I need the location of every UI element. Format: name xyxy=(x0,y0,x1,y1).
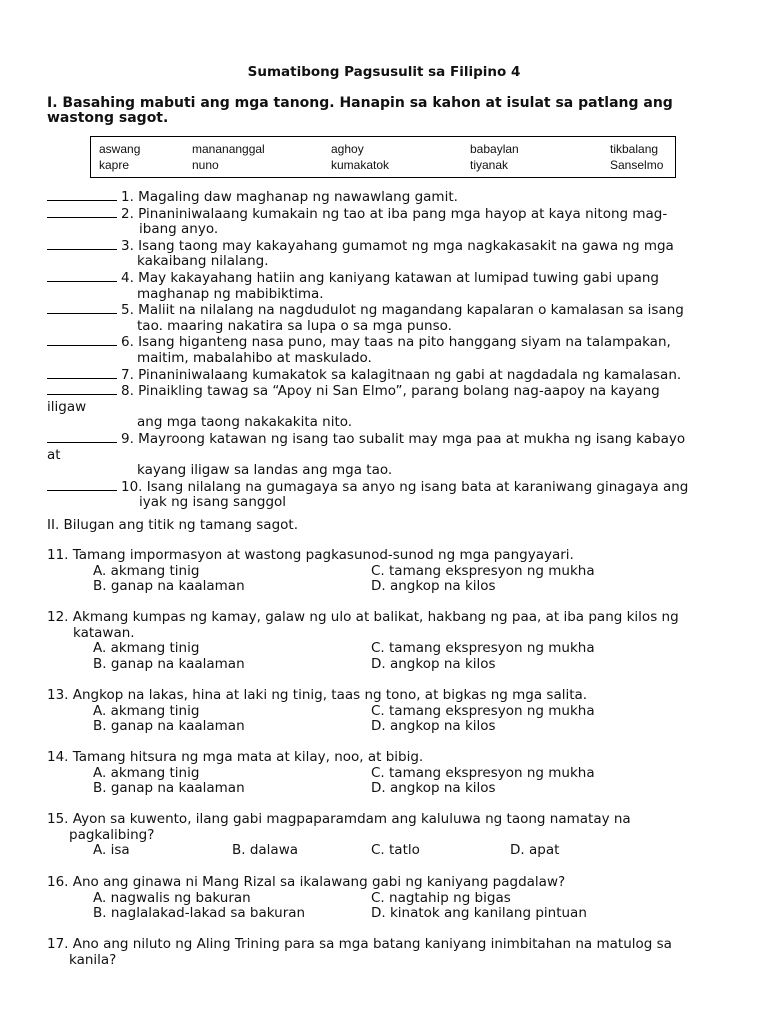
word-box-row xyxy=(91,142,675,157)
options-row xyxy=(47,579,737,595)
question-stem-continued: kanila? xyxy=(69,951,117,968)
item-text: 7. Pinaniniwalaang kumakatok sa kalagitnaan ng gabi at nagdadala ng kamalasan. xyxy=(121,366,682,383)
answer-blank[interactable] xyxy=(47,189,117,201)
options-row xyxy=(47,641,737,657)
option-c[interactable]: C. nagtahip ng bigas xyxy=(371,889,511,906)
answer-blank[interactable] xyxy=(47,270,117,282)
options-row xyxy=(47,657,737,673)
option-b[interactable]: B. ganap na kaalaman xyxy=(93,578,245,595)
question xyxy=(47,688,737,735)
options-row xyxy=(47,843,737,859)
option-c[interactable]: C. tamang ekspresyon ng mukha xyxy=(371,702,595,719)
options-row xyxy=(47,906,737,922)
answer-blank[interactable] xyxy=(47,334,117,346)
word-choice: manananggal xyxy=(192,142,265,156)
question xyxy=(47,610,737,672)
page-title: Sumatibong Pagsusulit sa Filipino 4 xyxy=(247,64,521,80)
item-text-continued: iyak ng isang sanggol xyxy=(139,494,287,511)
word-choice: tikbalang xyxy=(610,142,659,156)
answer-blank[interactable] xyxy=(47,431,117,443)
answer-blank[interactable] xyxy=(47,367,117,379)
option-b[interactable]: B. ganap na kaalaman xyxy=(93,655,245,672)
option-b[interactable]: B. naglalakad-lakad sa bakuran xyxy=(93,905,306,922)
question xyxy=(47,750,737,797)
option-b[interactable]: B. dalawa xyxy=(232,842,299,859)
identification-items xyxy=(47,189,737,511)
options-row xyxy=(47,564,737,580)
list-item xyxy=(47,367,737,384)
option-a[interactable]: A. nagwalis ng bakuran xyxy=(93,889,251,906)
word-choice: Sanselmo xyxy=(610,158,664,172)
question-stem: 11. Tamang impormasyon at wastong pagkasunod-sunod ng mga pangyayari. xyxy=(47,547,574,563)
question xyxy=(47,875,737,922)
item-text-continued: maghanap ng mabibiktima. xyxy=(137,285,324,302)
word-box-row xyxy=(91,158,675,173)
item-text-wrap: at xyxy=(47,446,61,463)
option-d[interactable]: D. angkop na kilos xyxy=(371,718,496,735)
options-row xyxy=(47,781,737,797)
list-item xyxy=(47,206,737,238)
option-a[interactable]: A. akmang tinig xyxy=(93,640,200,657)
option-d[interactable]: D. angkop na kilos xyxy=(371,655,496,672)
list-item xyxy=(47,302,737,334)
word-box xyxy=(90,136,676,178)
item-text: 8. Pinaikling tawag sa “Apoy ni San Elmo”, parang bolang nag-aapoy na kayang xyxy=(121,383,660,400)
option-c[interactable]: C. tamang ekspresyon ng mukha xyxy=(371,640,595,657)
option-a[interactable]: A. akmang tinig xyxy=(93,702,200,719)
word-choice: babaylan xyxy=(470,142,519,156)
item-text-continued: kakaibang nilalang. xyxy=(137,253,269,270)
option-c[interactable]: C. tatlo xyxy=(371,842,420,859)
item-text: 4. May kakayahang hatiin ang kaniyang katawan at lumipad tuwing gabi upang xyxy=(121,269,659,286)
question-stem: 13. Angkop na lakas, hina at laki ng tinig, taas ng tono, at bigkas ng mga salita. xyxy=(47,687,588,703)
options-row xyxy=(47,766,737,782)
item-text: 6. Isang higanteng nasa puno, may taas na pito hanggang siyam na talampakan, xyxy=(121,334,671,351)
item-text-continued: ibang anyo. xyxy=(139,221,219,238)
item-text-wrap: iligaw xyxy=(47,398,87,415)
word-choice: aghoy xyxy=(331,142,364,156)
item-text-continued: maitim, mabalahibo at maskulado. xyxy=(137,349,372,366)
question-stem-continued: pagkalibing? xyxy=(69,826,155,843)
options-row xyxy=(47,719,737,735)
list-item xyxy=(47,479,737,511)
list-item xyxy=(47,189,737,206)
item-text: 1. Magaling daw maghanap ng nawawlang gamit. xyxy=(121,189,458,205)
list-item xyxy=(47,383,737,431)
question-stem: 12. Akmang kumpas ng kamay, galaw ng ulo at balikat, hakbang ng paa, at iba pang kilos ng xyxy=(47,609,679,625)
item-text-continued: tao. maaring nakatira sa lupa o sa mga punso. xyxy=(137,317,452,334)
question xyxy=(47,548,737,595)
list-item xyxy=(47,238,737,270)
question-stem: 15. Ayon sa kuwento, ilang gabi magpaparamdam ang kaluluwa ng taong namatay na xyxy=(47,811,631,827)
part2-instruction: II. Bilugan ang titik ng tamang sagot. xyxy=(47,517,298,533)
option-b[interactable]: B. ganap na kaalaman xyxy=(93,718,245,735)
word-choice: aswang xyxy=(99,142,141,156)
list-item xyxy=(47,270,737,302)
item-text: 10. Isang nilalang na gumagaya sa anyo ng isang bata at karaniwang ginagaya ang xyxy=(121,478,689,495)
option-d[interactable]: D. kinatok ang kanilang pintuan xyxy=(371,905,587,922)
question xyxy=(47,937,737,968)
option-d[interactable]: D. angkop na kilos xyxy=(371,780,496,797)
option-c[interactable]: C. tamang ekspresyon ng mukha xyxy=(371,562,595,579)
word-choice: tiyanak xyxy=(470,158,509,172)
options-row xyxy=(47,704,737,720)
word-choice: kapre xyxy=(99,158,130,172)
option-a[interactable]: A. akmang tinig xyxy=(93,764,200,781)
answer-blank[interactable] xyxy=(47,206,117,218)
list-item xyxy=(47,334,737,366)
option-a[interactable]: A. akmang tinig xyxy=(93,562,200,579)
question-stem: 14. Tamang hitsura ng mga mata at kilay, noo, at bibig. xyxy=(47,749,424,765)
option-c[interactable]: C. tamang ekspresyon ng mukha xyxy=(371,764,595,781)
item-text: 5. Maliit na nilalang na nagdudulot ng magandang kapalaran o kamalasan sa isang xyxy=(121,302,684,319)
question-stem: 17. Ano ang niluto ng Aling Trining para sa mga batang kaniyang inimbitahan na matulog sa xyxy=(47,936,672,952)
answer-blank[interactable] xyxy=(47,302,117,314)
option-d[interactable]: D. apat xyxy=(510,842,560,859)
word-choice: nuno xyxy=(192,158,219,172)
question-stem-continued: katawan. xyxy=(73,624,135,641)
item-text-continued: ang mga taong nakakakita nito. xyxy=(137,414,353,431)
part1-instruction: I. Basahing mabuti ang mga tanong. Hanapin sa kahon at isulat sa patlang ang wastong sagot. xyxy=(47,95,673,126)
option-a[interactable]: A. isa xyxy=(93,842,130,859)
answer-blank[interactable] xyxy=(47,479,117,491)
list-item xyxy=(47,431,737,479)
options-row xyxy=(47,891,737,907)
item-text: 3. Isang taong may kakayahang gumamot ng mga nagkakasakit na gawa ng mga xyxy=(121,237,674,254)
word-choice: kumakatok xyxy=(331,158,390,172)
question xyxy=(47,812,737,859)
item-text: 2. Pinaniniwalaang kumakain ng tao at iba pang mga hayop at kaya nitong mag- xyxy=(121,205,668,222)
option-d[interactable]: D. angkop na kilos xyxy=(371,578,496,595)
option-b[interactable]: B. ganap na kaalaman xyxy=(93,780,245,797)
answer-blank[interactable] xyxy=(47,238,117,250)
item-text-continued: kayang iligaw sa landas ang mga tao. xyxy=(137,462,393,479)
item-text: 9. Mayroong katawan ng isang tao subalit may mga paa at mukha ng isang kabayo xyxy=(121,430,686,447)
answer-blank[interactable] xyxy=(47,383,117,395)
question-stem: 16. Ano ang ginawa ni Mang Rizal sa ikalawang gabi ng kaniyang pagdalaw? xyxy=(47,874,566,890)
